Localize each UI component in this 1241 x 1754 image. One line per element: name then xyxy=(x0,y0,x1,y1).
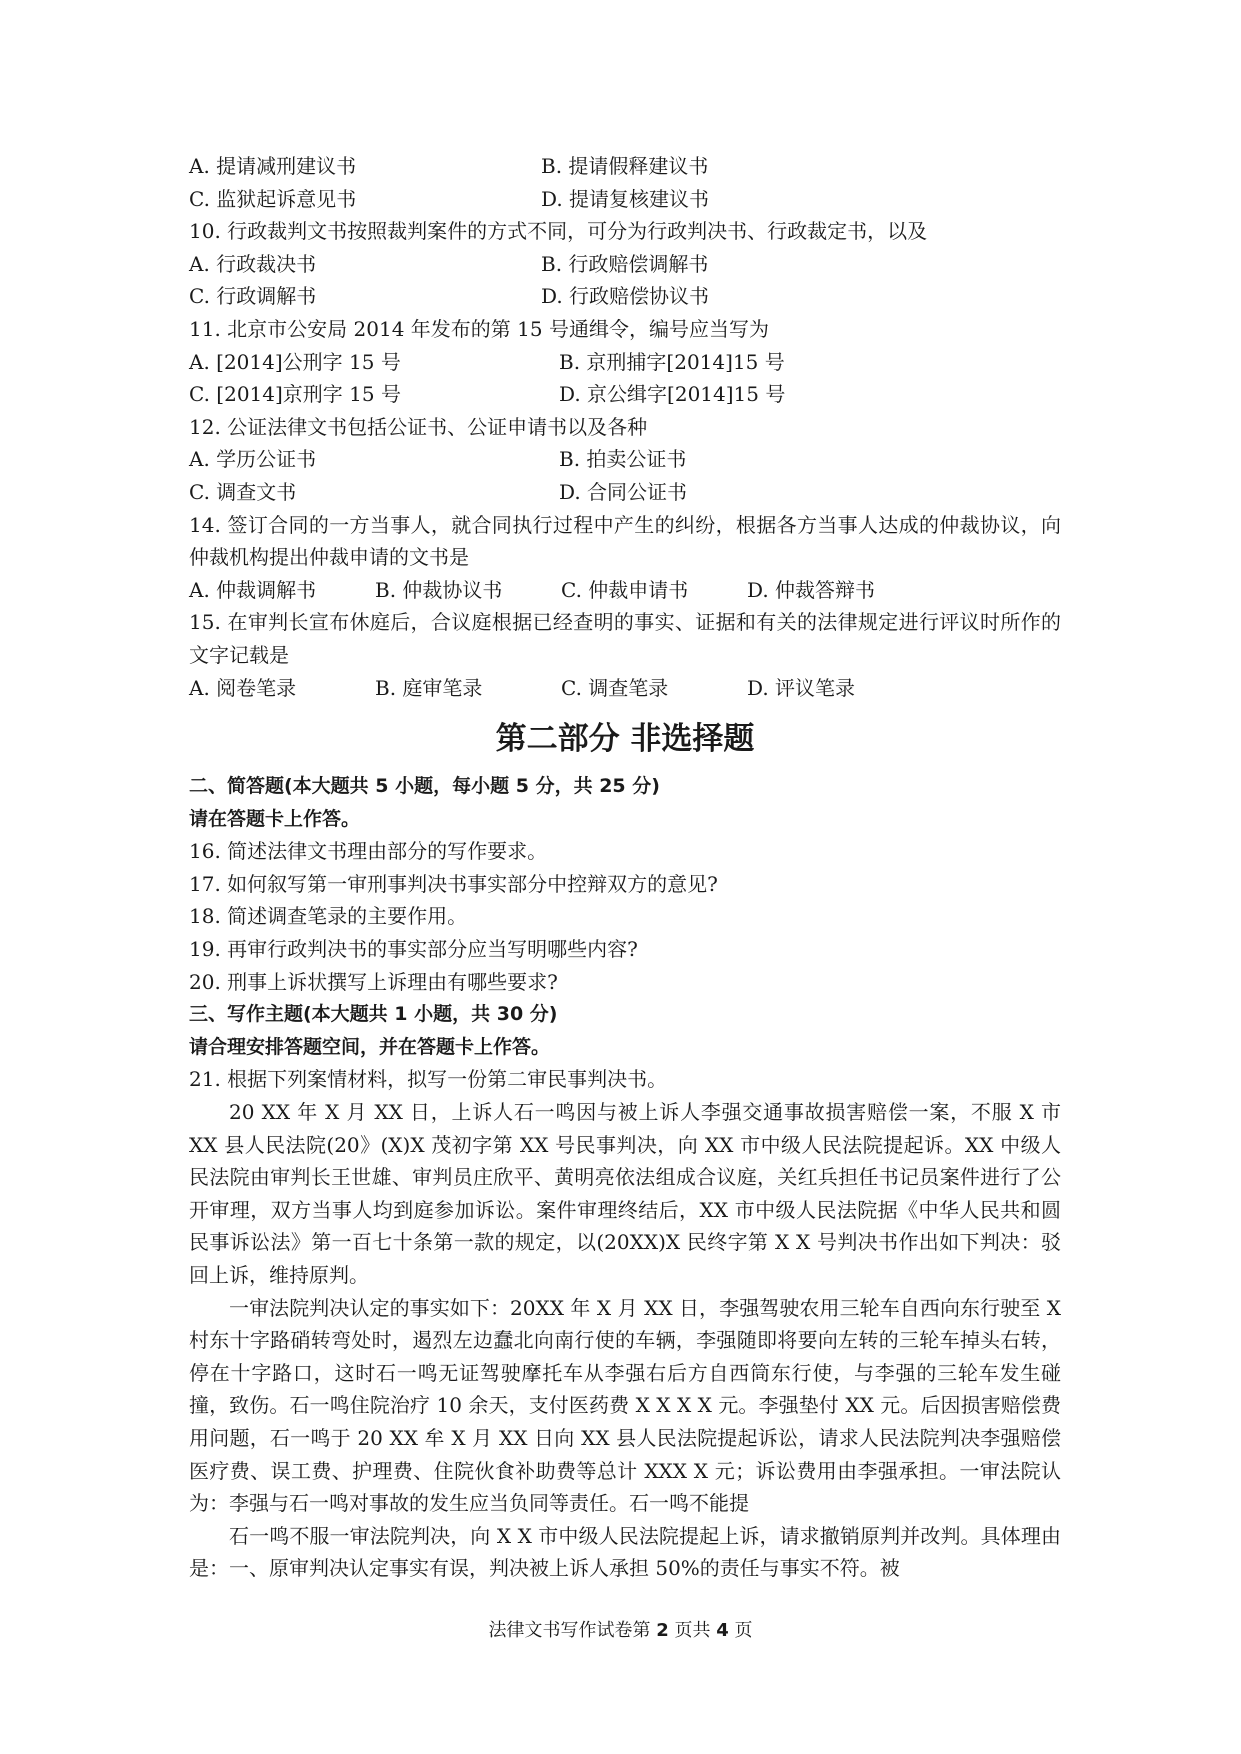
q10-options-row-2 xyxy=(189,280,1061,313)
page-content xyxy=(189,150,1061,1585)
q9-option-b: B. 提请假释建议书 xyxy=(541,154,709,178)
q9-option-a: A. 提请减刑建议书 xyxy=(189,154,357,178)
case-paragraph-1: 20 XX 年 X 月 XX 日，上诉人石一鸣因与被上诉人李强交通事故损害赔偿一案，不服 X 市 XX 县人民法院(20》(X)X 茂初字第 XX 号民事判决，向 XX 市中级人民法院提起诉。XX 中级人民法院由审判长王世雄、审判员庄欣平、黄明亮依法组成合议庭，关红兵担任书记员案件进行了公开审理，双方当事人均到庭参加诉讼。案件审理终结后，XX 市中级人民法院据《中华人民共和圆民事诉讼法》第一百七十条第一款的规定，以(20XX)X 民终字第 X X 号判决书作出如下判决：驳回上诉，维持原判。 xyxy=(189,1100,1061,1287)
q15-options-row xyxy=(189,672,1061,705)
question-21: 21. 根据下列案情材料，拟写一份第二审民事判决书。 xyxy=(189,1067,668,1092)
q11-option-d: D. 京公缉字[2014]15 号 xyxy=(559,382,786,407)
q14-stem: 14. 签订合同的一方当事人，就合同执行过程中产生的纠纷，根据各方当事人达成的仲裁协议，向仲裁机构提出仲裁申请的文书是 xyxy=(189,512,1061,570)
q15-stem: 15. 在审判长宣布休庭后，合议庭根据已经查明的事实、证据和有关的法律规定进行评议时所作的文字记载是 xyxy=(189,610,1061,667)
q15-option-b: B. 庭审笔录 xyxy=(375,675,483,700)
section-two-instruction: 请在答题卡上作答。 xyxy=(189,807,361,830)
q12-options-row-1 xyxy=(189,443,1061,476)
q14-option-c: C. 仲裁申请书 xyxy=(561,577,689,602)
q12-option-a: A. 学历公证书 xyxy=(189,447,317,472)
footer-total-pages: 4 xyxy=(716,1620,729,1641)
q10-option-b: B. 行政赔偿调解书 xyxy=(541,251,709,276)
footer-middle: 页共 xyxy=(674,1620,711,1641)
q9-option-c: C. 监狱起诉意见书 xyxy=(189,186,357,211)
q11-option-c: C. [2014]京刑字 15 号 xyxy=(189,382,401,407)
question-20: 20. 刑事上诉状撰写上诉理由有哪些要求? xyxy=(189,969,558,994)
case-paragraph-2: 一审法院判决认定的事实如下：20XX 年 X 月 XX 日，李强驾驶农用三轮车自西向东行驶至 X 村东十字路硝转弯处时，遏烈左边蠢北向南行使的车辆，李强随即将要向左转的三轮车掉头右转，停在十字路口，这时石一鸣无证驾驶摩托车从李强右后方自西筒东行使，与李强的三轮车发生碰撞，致伤。石一鸣住院治疗 10 余天，支付医药费 X X X X 元。李强垫付 XX 元。后因损害赔偿费用问题，石一鸣于 20 XX 牟 X 月 XX 日向 XX 县人民法院提起诉讼，请求人民法院判决李强赔偿医疗费、误工费、护理费、住院伙食补助费等总计 XXX X 元；诉讼费用由李强承担。一审法院认为：李强与石一鸣对事故的发生应当负同等责任。石一鸣不能提 xyxy=(189,1295,1061,1516)
section-three-heading: 三、写作主题(本大题共 1 小题，共 30 分) xyxy=(189,1003,558,1026)
q12-stem: 12. 公证法律文书包括公证书、公证申请书以及各种 xyxy=(189,414,648,439)
q15-option-a: A. 阅卷笔录 xyxy=(189,675,297,700)
q9-options-row-2 xyxy=(189,183,1061,216)
q12-option-d: D. 合同公证书 xyxy=(559,479,688,504)
q10-option-a: A. 行政裁决书 xyxy=(189,251,317,276)
q11-options-row-1 xyxy=(189,346,1061,379)
q14-option-d: D. 仲裁答辩书 xyxy=(747,577,876,602)
q10-option-d: D. 行政赔偿协议书 xyxy=(541,284,710,309)
section-two-heading: 二、简答题(本大题共 5 小题，每小题 5 分，共 25 分) xyxy=(189,775,660,798)
q14-option-a: A. 仲裁调解书 xyxy=(189,577,317,602)
q11-options-row-2 xyxy=(189,378,1061,411)
question-19: 19. 再审行政判决书的事实部分应当写明哪些内容? xyxy=(189,937,638,962)
question-17: 17. 如何叙写第一审刑事判决书事实部分中控辩双方的意见? xyxy=(189,871,718,896)
page-footer xyxy=(0,1616,1241,1642)
footer-suffix: 页 xyxy=(734,1620,753,1641)
q9-option-d: D. 提请复核建议书 xyxy=(541,186,710,211)
q10-stem: 10. 行政裁判文书按照裁判案件的方式不同，可分为行政判决书、行政裁定书，以及 xyxy=(189,219,928,244)
q11-option-b: B. 京刑捕字[2014]15 号 xyxy=(559,349,785,374)
q10-options-row-1 xyxy=(189,248,1061,281)
q10-option-c: C. 行政调解书 xyxy=(189,284,317,309)
q14-option-b: B. 仲裁协议书 xyxy=(375,577,503,602)
case-paragraph-3: 石一鸣不服一审法院判决，向 X X 市中级人民法院提起上诉，请求撤销原判并改判。具体理由是：一、原审判决认定事实有误，判决被上诉人承担 50%的责任与事实不符。被 xyxy=(189,1523,1061,1581)
section-three-instruction: 请合理安排答题空间，并在答题卡上作答。 xyxy=(189,1035,551,1058)
question-16: 16. 简述法律文书理由部分的写作要求。 xyxy=(189,839,548,864)
q9-options-row-1 xyxy=(189,150,1061,183)
q11-stem: 11. 北京市公安局 2014 年发布的第 15 号通缉令，编号应当写为 xyxy=(189,316,769,341)
q11-option-a: A. [2014]公刑字 15 号 xyxy=(189,349,401,374)
footer-prefix: 法律文书写作试卷第 xyxy=(488,1620,651,1641)
q15-option-d: D. 评议笔录 xyxy=(747,675,856,700)
q12-options-row-2 xyxy=(189,476,1061,509)
q14-options-row xyxy=(189,574,1061,607)
question-18: 18. 简述调查笔录的主要作用。 xyxy=(189,904,468,929)
part-two-title: 第二部分 非选择题 xyxy=(495,721,755,758)
footer-page-number: 2 xyxy=(656,1620,669,1641)
q12-option-c: C. 调查文书 xyxy=(189,479,297,504)
q15-option-c: C. 调查笔录 xyxy=(561,675,669,700)
q12-option-b: B. 拍卖公证书 xyxy=(559,447,687,472)
